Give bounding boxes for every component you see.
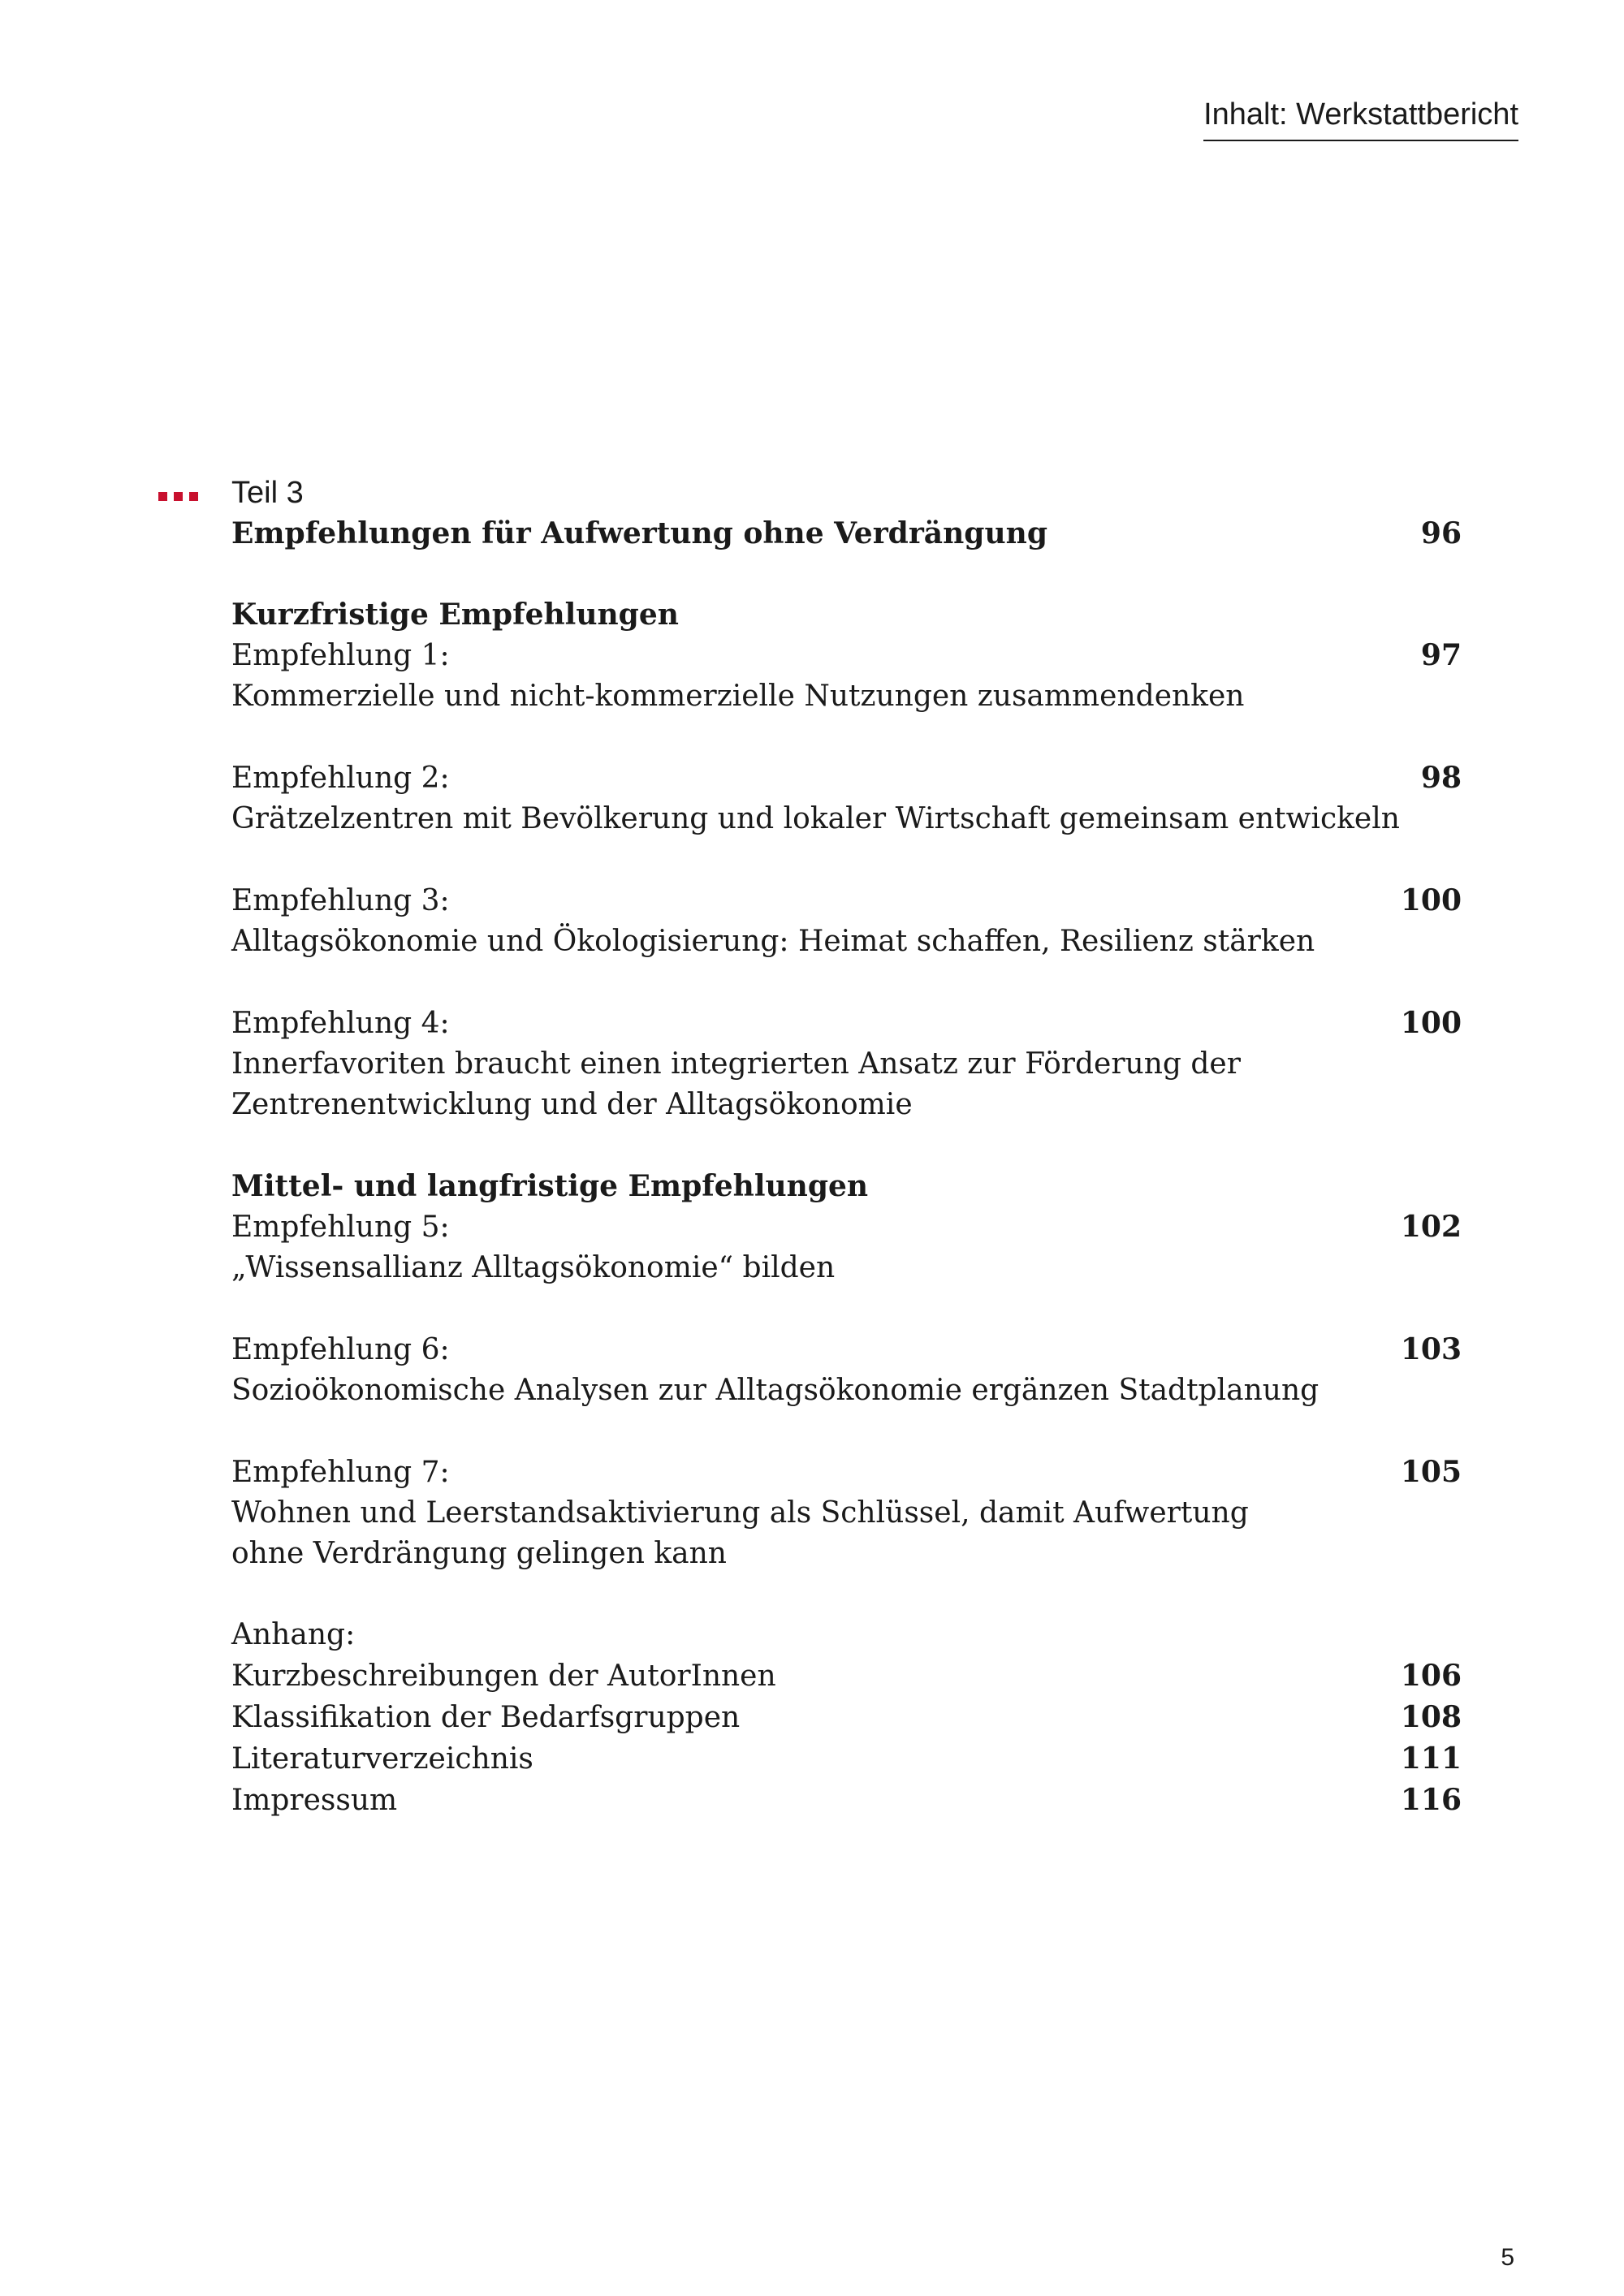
entry-text: Zentrenentwicklung und der Alltagsökonomie (231, 1088, 913, 1121)
section-marker-icon (158, 492, 198, 501)
page-ref: 106 (1400, 1659, 1462, 1693)
page-ref: 111 (1400, 1741, 1462, 1776)
toc-entry-3[interactable] (231, 880, 1462, 962)
appendix-entry[interactable] (231, 1697, 1462, 1738)
entry-text: „Wissensallianz Alltagsökonomie“ bilden (231, 1251, 836, 1284)
entry-text: Grätzelzentren mit Bevölkerung und lokaler Wirtschaft gemeinsam entwickeln (231, 802, 1400, 835)
page-number: 5 (1501, 2244, 1514, 2271)
entry-label: Literaturverzeichnis (231, 1742, 533, 1776)
entry-text: Wohnen und Leerstandsaktivierung als Schlüssel, damit Aufwertung (231, 1496, 1249, 1530)
toc-entry-4[interactable] (231, 1003, 1462, 1125)
appendix-entry[interactable] (231, 1780, 1462, 1821)
page-ref: 105 (1400, 1455, 1462, 1489)
running-header: Inhalt: Werkstattbericht (1203, 99, 1518, 141)
page-ref: 100 (1400, 883, 1462, 917)
entry-text: Kommerzielle und nicht-kommerzielle Nutzungen zusammendenken (231, 680, 1245, 713)
section-heading-long-term: Mittel- und langfristige Empfehlungen (231, 1169, 869, 1203)
entry-text: Alltagsökonomie und Ökologisierung: Heimat schaffen, Resilienz stärken (231, 925, 1315, 958)
entry-label: Empfehlung 1: (231, 639, 450, 672)
entry-text: Innerfavoriten braucht einen integrierten Ansatz zur Förderung der (231, 1047, 1241, 1081)
entry-label: Klassifikation der Bedarfsgruppen (231, 1701, 741, 1734)
entry-label: Empfehlung 3: (231, 884, 450, 917)
part-label: Teil 3 (231, 476, 304, 510)
toc-entry-5[interactable] (231, 1206, 1462, 1288)
entry-label: Empfehlung 2: (231, 762, 450, 795)
entry-text: Sozioökonomische Analysen zur Alltagsökonomie ergänzen Stadtplanung (231, 1374, 1320, 1407)
entry-label: Impressum (231, 1784, 398, 1817)
toc-entry-1[interactable] (231, 635, 1462, 717)
page-ref: 100 (1400, 1006, 1462, 1040)
toc-entry-7[interactable] (231, 1452, 1462, 1574)
page-ref: 108 (1400, 1700, 1462, 1734)
appendix-entry[interactable] (231, 1655, 1462, 1697)
toc-entry-2[interactable] (231, 757, 1462, 839)
page-ref: 97 (1420, 638, 1462, 672)
page-ref: 98 (1420, 761, 1462, 795)
appendix-entry[interactable] (231, 1738, 1462, 1780)
entry-text: ohne Verdrängung gelingen kann (231, 1537, 727, 1570)
entry-label: Empfehlung 5: (231, 1211, 450, 1244)
page-ref: 102 (1400, 1210, 1462, 1244)
entry-label: Empfehlung 4: (231, 1007, 450, 1040)
entry-label: Kurzbeschreibungen der AutorInnen (231, 1659, 776, 1693)
appendix-heading: Anhang: (231, 1618, 356, 1651)
entry-label: Empfehlung 7: (231, 1456, 450, 1489)
table-of-contents (231, 473, 1462, 1821)
page-ref: 96 (1420, 516, 1462, 550)
entry-label: Empfehlung 6: (231, 1333, 450, 1366)
part-title: Empfehlungen für Aufwertung ohne Verdrängung (231, 516, 1047, 550)
section-heading-short-term: Kurzfristige Empfehlungen (231, 598, 679, 632)
toc-entry-6[interactable] (231, 1329, 1462, 1411)
page-ref: 103 (1400, 1332, 1462, 1366)
page-ref: 116 (1400, 1783, 1462, 1817)
part-title-row[interactable] (231, 513, 1462, 554)
